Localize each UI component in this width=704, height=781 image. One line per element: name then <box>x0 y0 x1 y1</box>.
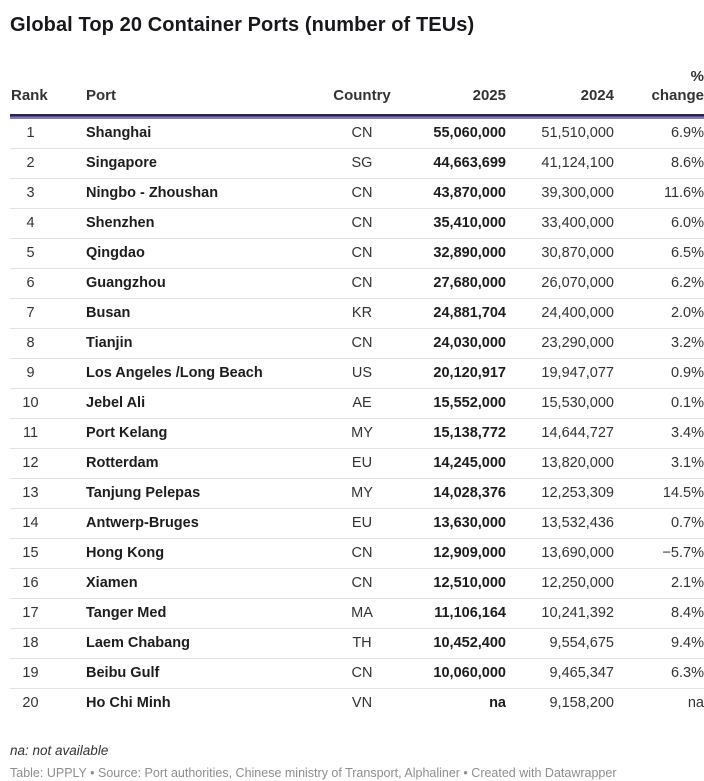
cell-y2025: 12,510,000 <box>398 569 506 599</box>
cell-port: Tianjin <box>51 329 326 359</box>
cell-rank: 15 <box>10 539 51 569</box>
column-header-2025: 2025 <box>472 87 506 104</box>
cell-port: Shenzhen <box>51 209 326 239</box>
cell-change: 8.4% <box>614 599 704 629</box>
cell-y2024: 13,532,436 <box>506 509 614 539</box>
cell-rank: 4 <box>10 209 51 239</box>
cell-y2024: 12,250,000 <box>506 569 614 599</box>
cell-country: SG <box>326 149 398 179</box>
cell-port: Shanghai <box>51 119 326 149</box>
cell-country: CN <box>326 239 398 269</box>
cell-y2024: 14,644,727 <box>506 419 614 449</box>
cell-port: Beibu Gulf <box>51 659 326 689</box>
cell-change: 6.3% <box>614 659 704 689</box>
table-row <box>10 209 704 239</box>
cell-change: 6.9% <box>614 119 704 149</box>
cell-y2024: 51,510,000 <box>506 119 614 149</box>
cell-country: CN <box>326 659 398 689</box>
table-row <box>10 509 704 539</box>
cell-country: CN <box>326 179 398 209</box>
cell-country: MA <box>326 599 398 629</box>
cell-y2025: 32,890,000 <box>398 239 506 269</box>
cell-rank: 19 <box>10 659 51 689</box>
table-header <box>10 37 704 119</box>
cell-port: Hong Kong <box>51 539 326 569</box>
cell-change: 0.7% <box>614 509 704 539</box>
cell-y2025: 20,120,917 <box>398 359 506 389</box>
cell-country: CN <box>326 209 398 239</box>
table-row <box>10 299 704 329</box>
cell-change: 2.1% <box>614 569 704 599</box>
cell-y2025: 55,060,000 <box>398 119 506 149</box>
cell-y2025: 11,106,164 <box>398 599 506 629</box>
footnote: na: not available <box>10 743 109 758</box>
cell-y2024: 23,290,000 <box>506 329 614 359</box>
table-row <box>10 479 704 509</box>
cell-change: 14.5% <box>614 479 704 509</box>
cell-change: 0.9% <box>614 359 704 389</box>
cell-y2025: 12,909,000 <box>398 539 506 569</box>
cell-port: Port Kelang <box>51 419 326 449</box>
cell-rank: 3 <box>10 179 51 209</box>
cell-y2025: 13,630,000 <box>398 509 506 539</box>
cell-change: na <box>687 695 704 711</box>
cell-rank: 5 <box>10 239 51 269</box>
cell-port: Xiamen <box>51 569 326 599</box>
cell-change: 3.1% <box>614 449 704 479</box>
cell-y2025: 24,030,000 <box>398 329 506 359</box>
column-header-2024: 2024 <box>580 87 614 104</box>
cell-y2024: 41,124,100 <box>506 149 614 179</box>
cell-y2025: 35,410,000 <box>398 209 506 239</box>
column-header-port: Port <box>86 87 116 104</box>
table-row <box>10 179 704 209</box>
cell-y2025: 15,552,000 <box>398 389 506 419</box>
cell-change: 8.6% <box>614 149 704 179</box>
cell-country: KR <box>326 299 398 329</box>
cell-rank: 8 <box>10 329 51 359</box>
table-row <box>10 659 704 689</box>
cell-country: MY <box>326 479 398 509</box>
cell-port: Jebel Ali <box>51 389 326 419</box>
cell-change: 3.4% <box>614 419 704 449</box>
table-row <box>10 629 704 659</box>
cell-y2024: 33,400,000 <box>506 209 614 239</box>
cell-y2024: 39,300,000 <box>506 179 614 209</box>
cell-rank: 9 <box>10 359 51 389</box>
page-title: Global Top 20 Container Ports (number of TEUs) <box>10 14 475 36</box>
cell-y2024: 13,690,000 <box>506 539 614 569</box>
cell-y2024: 30,870,000 <box>506 239 614 269</box>
table-header-row <box>10 37 704 114</box>
cell-y2024: 9,554,675 <box>506 629 614 659</box>
cell-y2024: 15,530,000 <box>506 389 614 419</box>
cell-change: 11.6% <box>614 179 704 209</box>
attribution: Table: UPPLY • Source: Port authorities, Chinese ministry of Transport, Alphaliner • Created with Datawrapper <box>10 766 617 780</box>
cell-y2024: 26,070,000 <box>506 269 614 299</box>
cell-rank: 17 <box>10 599 51 629</box>
cell-rank: 11 <box>10 419 51 449</box>
cell-rank: 1 <box>10 119 51 149</box>
cell-port: Antwerp-Bruges <box>51 509 326 539</box>
table-row <box>10 569 704 599</box>
cell-rank: 18 <box>10 629 51 659</box>
table-row <box>10 389 704 419</box>
cell-y2024: 9,465,347 <box>506 659 614 689</box>
cell-change: 0.1% <box>614 389 704 419</box>
cell-y2024: 13,820,000 <box>506 449 614 479</box>
cell-port: Singapore <box>51 149 326 179</box>
cell-change: 3.2% <box>614 329 704 359</box>
table-row <box>10 329 704 359</box>
cell-country: CN <box>326 329 398 359</box>
cell-y2025: na <box>489 695 506 711</box>
cell-country: CN <box>326 269 398 299</box>
cell-port: Laem Chabang <box>51 629 326 659</box>
table-row <box>10 599 704 629</box>
table-row <box>10 269 704 299</box>
cell-port: Qingdao <box>51 239 326 269</box>
column-header-country: Country <box>333 87 391 104</box>
cell-y2025: 15,138,772 <box>398 419 506 449</box>
column-header-rank: Rank <box>11 87 48 104</box>
table-row <box>10 419 704 449</box>
cell-rank: 6 <box>10 269 51 299</box>
column-header-change: % change <box>651 68 704 104</box>
cell-port: Ho Chi Minh <box>86 695 171 711</box>
cell-rank: 13 <box>10 479 51 509</box>
cell-change: 6.5% <box>614 239 704 269</box>
cell-country: CN <box>326 539 398 569</box>
cell-port: Los Angeles /Long Beach <box>51 359 326 389</box>
table-row <box>10 239 704 269</box>
cell-y2024: 24,400,000 <box>506 299 614 329</box>
cell-change: 6.2% <box>614 269 704 299</box>
cell-change: 9.4% <box>614 629 704 659</box>
cell-y2025: 43,870,000 <box>398 179 506 209</box>
table-row <box>10 359 704 389</box>
table-row <box>10 119 704 149</box>
table-body <box>10 119 704 718</box>
cell-change: −5.7% <box>614 539 704 569</box>
cell-port: Ningbo - Zhoushan <box>51 179 326 209</box>
cell-rank: 14 <box>10 509 51 539</box>
cell-rank: 20 <box>22 695 39 711</box>
cell-country: MY <box>326 419 398 449</box>
cell-y2025: 44,663,699 <box>398 149 506 179</box>
cell-y2024: 10,241,392 <box>506 599 614 629</box>
table-row <box>10 149 704 179</box>
cell-y2025: 10,452,400 <box>398 629 506 659</box>
table-row <box>10 539 704 569</box>
cell-rank: 10 <box>10 389 51 419</box>
cell-y2024: 9,158,200 <box>549 695 614 711</box>
container-ports-table <box>10 37 704 718</box>
cell-country: US <box>326 359 398 389</box>
cell-port: Rotterdam <box>51 449 326 479</box>
cell-country: EU <box>326 449 398 479</box>
cell-rank: 2 <box>10 149 51 179</box>
cell-change: 6.0% <box>614 209 704 239</box>
cell-port: Busan <box>51 299 326 329</box>
cell-y2025: 14,028,376 <box>398 479 506 509</box>
table-row <box>10 449 704 479</box>
cell-country: AE <box>326 389 398 419</box>
cell-country: EU <box>326 509 398 539</box>
cell-y2025: 27,680,000 <box>398 269 506 299</box>
cell-change: 2.0% <box>614 299 704 329</box>
cell-y2024: 19,947,077 <box>506 359 614 389</box>
cell-country: VN <box>351 695 373 711</box>
cell-rank: 7 <box>10 299 51 329</box>
cell-rank: 16 <box>10 569 51 599</box>
cell-port: Tanjung Pelepas <box>51 479 326 509</box>
cell-y2025: 24,881,704 <box>398 299 506 329</box>
cell-y2025: 14,245,000 <box>398 449 506 479</box>
cell-country: TH <box>326 629 398 659</box>
table-row <box>10 689 704 719</box>
cell-y2025: 10,060,000 <box>398 659 506 689</box>
cell-country: CN <box>326 569 398 599</box>
cell-port: Guangzhou <box>51 269 326 299</box>
cell-rank: 12 <box>10 449 51 479</box>
cell-country: CN <box>326 119 398 149</box>
cell-port: Tanger Med <box>51 599 326 629</box>
cell-y2024: 12,253,309 <box>506 479 614 509</box>
